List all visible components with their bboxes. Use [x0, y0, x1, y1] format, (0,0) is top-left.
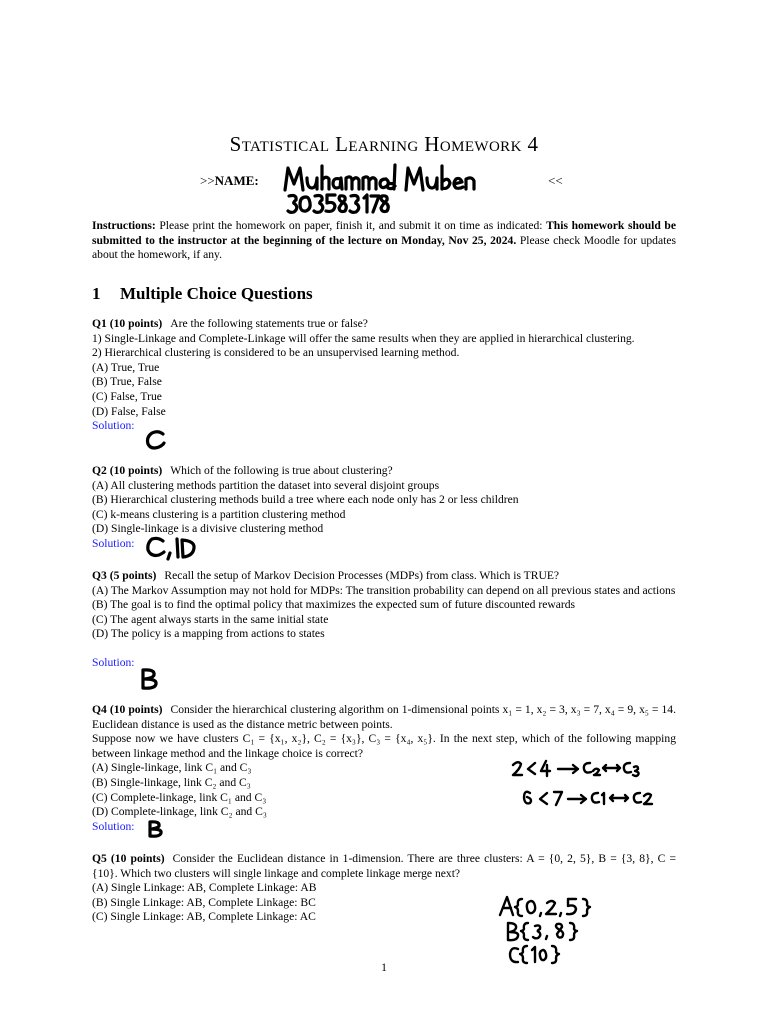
question-prompt: Consider the Euclidean distance in 1-dimension. There are three clusters: A = {0, 2, 5}, B = {3, 8}, C = {10}. Which two clusters will single linkage and complete linkage merge next? [92, 852, 677, 880]
option-line: (C) k-means clustering is a partition clustering method [92, 507, 346, 521]
instructions-lead: Instructions: [92, 219, 156, 232]
instructions-text-2: Please check Moodle for updates about the homework, if any. [92, 233, 676, 262]
handwritten-answer-q2 [145, 535, 197, 561]
instructions-deadline: This homework should be submitted to the instructor at the beginning of the lecture on Monday, Nov 25, 2024. [92, 219, 676, 247]
solution-label: Solution: [92, 655, 135, 669]
section-number: 1 [92, 284, 101, 303]
page-title: Statistical Learning Homework 4 [229, 132, 539, 156]
question-3 [92, 569, 676, 671]
handwritten-note-q4 [510, 757, 670, 813]
option-line: (C) Complete-linkage, link C₁ and C₃ [92, 790, 267, 804]
instructions-text: Please print the homework on paper, finish it, and submit it on time as indicated: [155, 219, 547, 232]
handwritten-answer-q4 [146, 820, 166, 838]
handwritten-note-q5 [497, 893, 597, 969]
statement-line: 2) Hierarchical clustering is considered to be an unsupervised learning method. [92, 346, 460, 360]
question-label: Q2 (10 points) [92, 464, 163, 477]
handwritten-answer-q1 [144, 429, 168, 451]
solution-label: Solution: [92, 819, 135, 833]
question-label: Q4 (10 points) [92, 703, 163, 716]
option-line: (A) The Markov Assumption may not hold for MDPs: The transition probability can depend on all previous states and actions [92, 583, 676, 597]
handwritten-id [286, 192, 390, 216]
question-label: Q1 (10 points) [92, 317, 163, 330]
option-line: (C) False, True [92, 389, 162, 403]
name-label: NAME: [214, 173, 259, 188]
option-line: (D) The policy is a mapping from actions to states [92, 627, 325, 641]
name-prefix: >> [200, 173, 215, 188]
question-prompt: Consider the hierarchical clustering algorithm on 1-dimensional points x₁ = 1, x₂ = 3, x₃ = 7, x₄ = 9, x₅ = 14. Euclidean distance is used as the distance metric between points. [92, 703, 676, 731]
option-line: (B) True, False [92, 375, 162, 389]
option-line: (B) Hierarchical clustering methods build a tree where each node only has 2 or less children [92, 493, 519, 507]
option-line: (D) Single-linkage is a divisive clustering method [92, 522, 324, 536]
question-label: Q5 (10 points) [92, 852, 165, 865]
solution-label: Solution: [92, 419, 135, 433]
section-title: Multiple Choice Questions [120, 284, 313, 303]
name-field [200, 173, 259, 189]
section-heading [92, 284, 313, 304]
statement-line: 1) Single-Linkage and Complete-Linkage will offer the same results when they are applied in hierarchical clustering. [92, 331, 635, 345]
solution-label: Solution: [92, 536, 135, 550]
option-line: (B) The goal is to find the optimal policy that maximizes the expected sum of future discounted rewards [92, 598, 576, 612]
handwritten-name [282, 162, 478, 196]
question-prompt: Are the following statements true or false? [170, 317, 368, 330]
option-line: (D) False, False [92, 404, 166, 418]
option-line: (A) Single-linkage, link C₁ and C₃ [92, 761, 252, 775]
question-label: Q3 (5 points) [92, 569, 157, 582]
option-line: (C) The agent always starts in the same initial state [92, 612, 329, 626]
option-line: (A) Single Linkage: AB, Complete Linkage: AB [92, 881, 317, 895]
page-number: 1 [381, 961, 387, 974]
option-line: (C) Single Linkage: AB, Complete Linkage: AC [92, 910, 316, 924]
option-line: (D) Complete-linkage, link C₂ and C₃ [92, 805, 267, 819]
handwritten-answer-q3 [139, 667, 161, 691]
question-setup: Suppose now we have clusters C₁ = {x₁, x₂}, C₂ = {x₃}, C₃ = {x₄, x₅}. In the next step, which of the following mapping between linkage method and the linkage choice is correct? [92, 732, 676, 760]
question-prompt: Recall the setup of Markov Decision Processes (MDPs) from class. Which is TRUE? [164, 569, 560, 582]
option-line: (B) Single-linkage, link C₂ and C₃ [92, 775, 251, 789]
option-line: (A) All clustering methods partition the dataset into several disjoint groups [92, 478, 440, 492]
name-suffix: << [548, 173, 563, 188]
option-line: (A) True, True [92, 360, 160, 374]
question-prompt: Which of the following is true about clustering? [170, 464, 393, 477]
question-1 [92, 317, 676, 434]
option-line: (B) Single Linkage: AB, Complete Linkage: BC [92, 895, 316, 909]
instructions [92, 219, 676, 263]
